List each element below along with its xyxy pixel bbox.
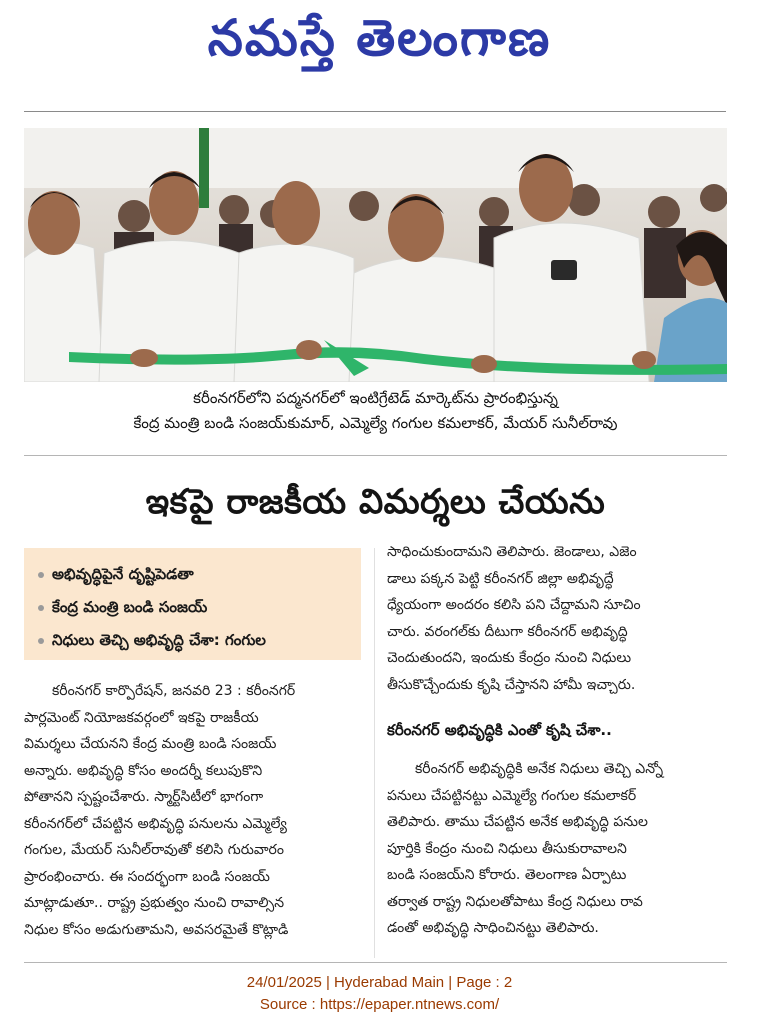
news-photo <box>24 128 727 382</box>
article-headline: ఇకపై రాజకీయ విమర్శలు చేయను <box>145 482 606 522</box>
footer-source-link[interactable]: Source : https://epaper.ntnews.com/ <box>259 996 500 1013</box>
caption-line-1: కరీంనగర్‌లోని పద్మనగర్‌లో ఇంటిగ్రేటెడ్ మార్కెట్‌ను ప్రారంభిస్తున్న <box>193 389 558 407</box>
body-line: సాధించుకుందామని తెలిపారు. జెండాలు, ఎజెం <box>387 544 637 560</box>
body-line: గంగుల, మేయర్ సునీల్‌రావుతో కలిసి గురువారం <box>24 842 284 858</box>
photo-caption <box>24 386 727 436</box>
article-body-right-bottom <box>387 756 727 942</box>
body-line: అన్నారు. అభివృద్ధి కోసం అందర్నీ కలుపుకొని <box>24 762 263 779</box>
bullet-icon <box>38 605 44 611</box>
body-line: ప్రారంభించారు. ఈ సందర్భంగా బండి సంజయ్ <box>24 868 270 885</box>
highlights-list <box>24 548 361 657</box>
footer-divider <box>24 962 727 963</box>
highlight-text: కేంద్ర మంత్రి బండి సంజయ్ <box>52 598 208 616</box>
masthead-divider <box>24 111 726 112</box>
highlight-item <box>38 591 361 624</box>
photo-illustration <box>24 128 727 382</box>
body-line: పనులు చేపట్టినట్టు ఎమ్మెల్యే గంగుల కమలాకర్ <box>387 787 637 804</box>
footer-date-edition: 24/01/2025 | Hyderabad Main | Page : 2 <box>246 974 513 991</box>
body-line: పార్లమెంట్ నియోజకవర్గంలో ఇకపై రాజకీయ <box>24 709 259 726</box>
body-line: పూర్తికి కేంద్రం నుంచి నిధులు తీసుకురావాలని <box>387 840 627 857</box>
body-line: చెందుతుందని, ఇందుకు కేంద్రం నుంచి నిధులు <box>387 650 632 666</box>
column-divider <box>374 548 375 958</box>
highlight-text: అభివృద్ధిపైనే దృష్టిపెడతా <box>52 565 194 583</box>
body-line: తెలిపారు. తాము చేపట్టిన అనేక అభివృద్ధి పనుల <box>387 814 648 830</box>
masthead <box>0 0 759 110</box>
body-line: నిధుల కోసం అడుగుతామని, అవసరమైతే కొట్లాడి <box>24 921 289 938</box>
newspaper-logo: నమస్తే తెలంగాణ <box>207 8 552 67</box>
article-subheading: కరీంనగర్ అభివృద్ధికి ఎంతో కృషి చేశా.. <box>387 721 612 739</box>
highlight-text: నిధులు తెచ్చి అభివృద్ధి చేశా: గంగుల <box>52 631 266 649</box>
caption-line-2: కేంద్ర మంత్రి బండి సంజయ్‌కుమార్, ఎమ్మెల్యే గంగుల కమలాకర్, మేయర్ సునీల్‌రావు <box>133 414 618 432</box>
body-line: చారు. వరంగల్‌కు దీటుగా కరీంనగర్ అభివృద్ధి <box>387 623 628 640</box>
body-line: పోతానని స్పష్టంచేశారు. స్మార్ట్‌సిటీలో భాగంగా <box>24 789 264 805</box>
body-line: కరీంనగర్ కార్పొరేషన్, జనవరి 23 : కరీంనగర్ <box>52 683 296 699</box>
body-line: కరీంనగర్ అభివృద్ధికి అనేక నిధులు తెచ్చి ఎన్నో <box>415 761 664 777</box>
highlight-item <box>38 624 361 657</box>
body-line: తర్వాత రాష్ట్ర నిధులతోపాటు కేంద్ర నిధులు రావ <box>387 893 643 910</box>
bullet-icon <box>38 572 44 578</box>
body-line: ధ్యేయంగా అందరం కలిసి పని చేద్దామని సూచిం <box>387 597 641 613</box>
body-line: బండి సంజయ్‌ని కోరారు. తెలంగాణ ఏర్పాటు <box>387 867 627 883</box>
caption-divider <box>24 455 727 456</box>
article-body-right-top <box>387 539 727 698</box>
highlight-item <box>38 558 361 591</box>
body-line: మాట్లాడుతూ.. రాష్ట్ర ప్రభుత్వం నుంచి రావాల్సిన <box>24 895 285 911</box>
body-line: విమర్శలు చేయనని కేంద్ర మంత్రి బండి సంజయ్ <box>24 736 277 752</box>
article-body-left <box>24 678 361 943</box>
bullet-icon <box>38 638 44 644</box>
body-line: తీసుకొచ్చేందుకు కృషి చేస్తానని హామీ ఇచ్చారు. <box>387 676 636 693</box>
body-line: కరీంనగర్‌లో చేపట్టిన అభివృద్ధి పనులను ఎమ్మెల్యే <box>24 815 287 832</box>
body-line: డాలు పక్కన పెట్టి కరీంనగర్ జిల్లా అభివృద్ధే <box>387 570 614 587</box>
body-line: డంతో అభివృద్ధి సాధించినట్టు తెలిపారు. <box>387 920 599 936</box>
highlights-box <box>24 548 361 660</box>
